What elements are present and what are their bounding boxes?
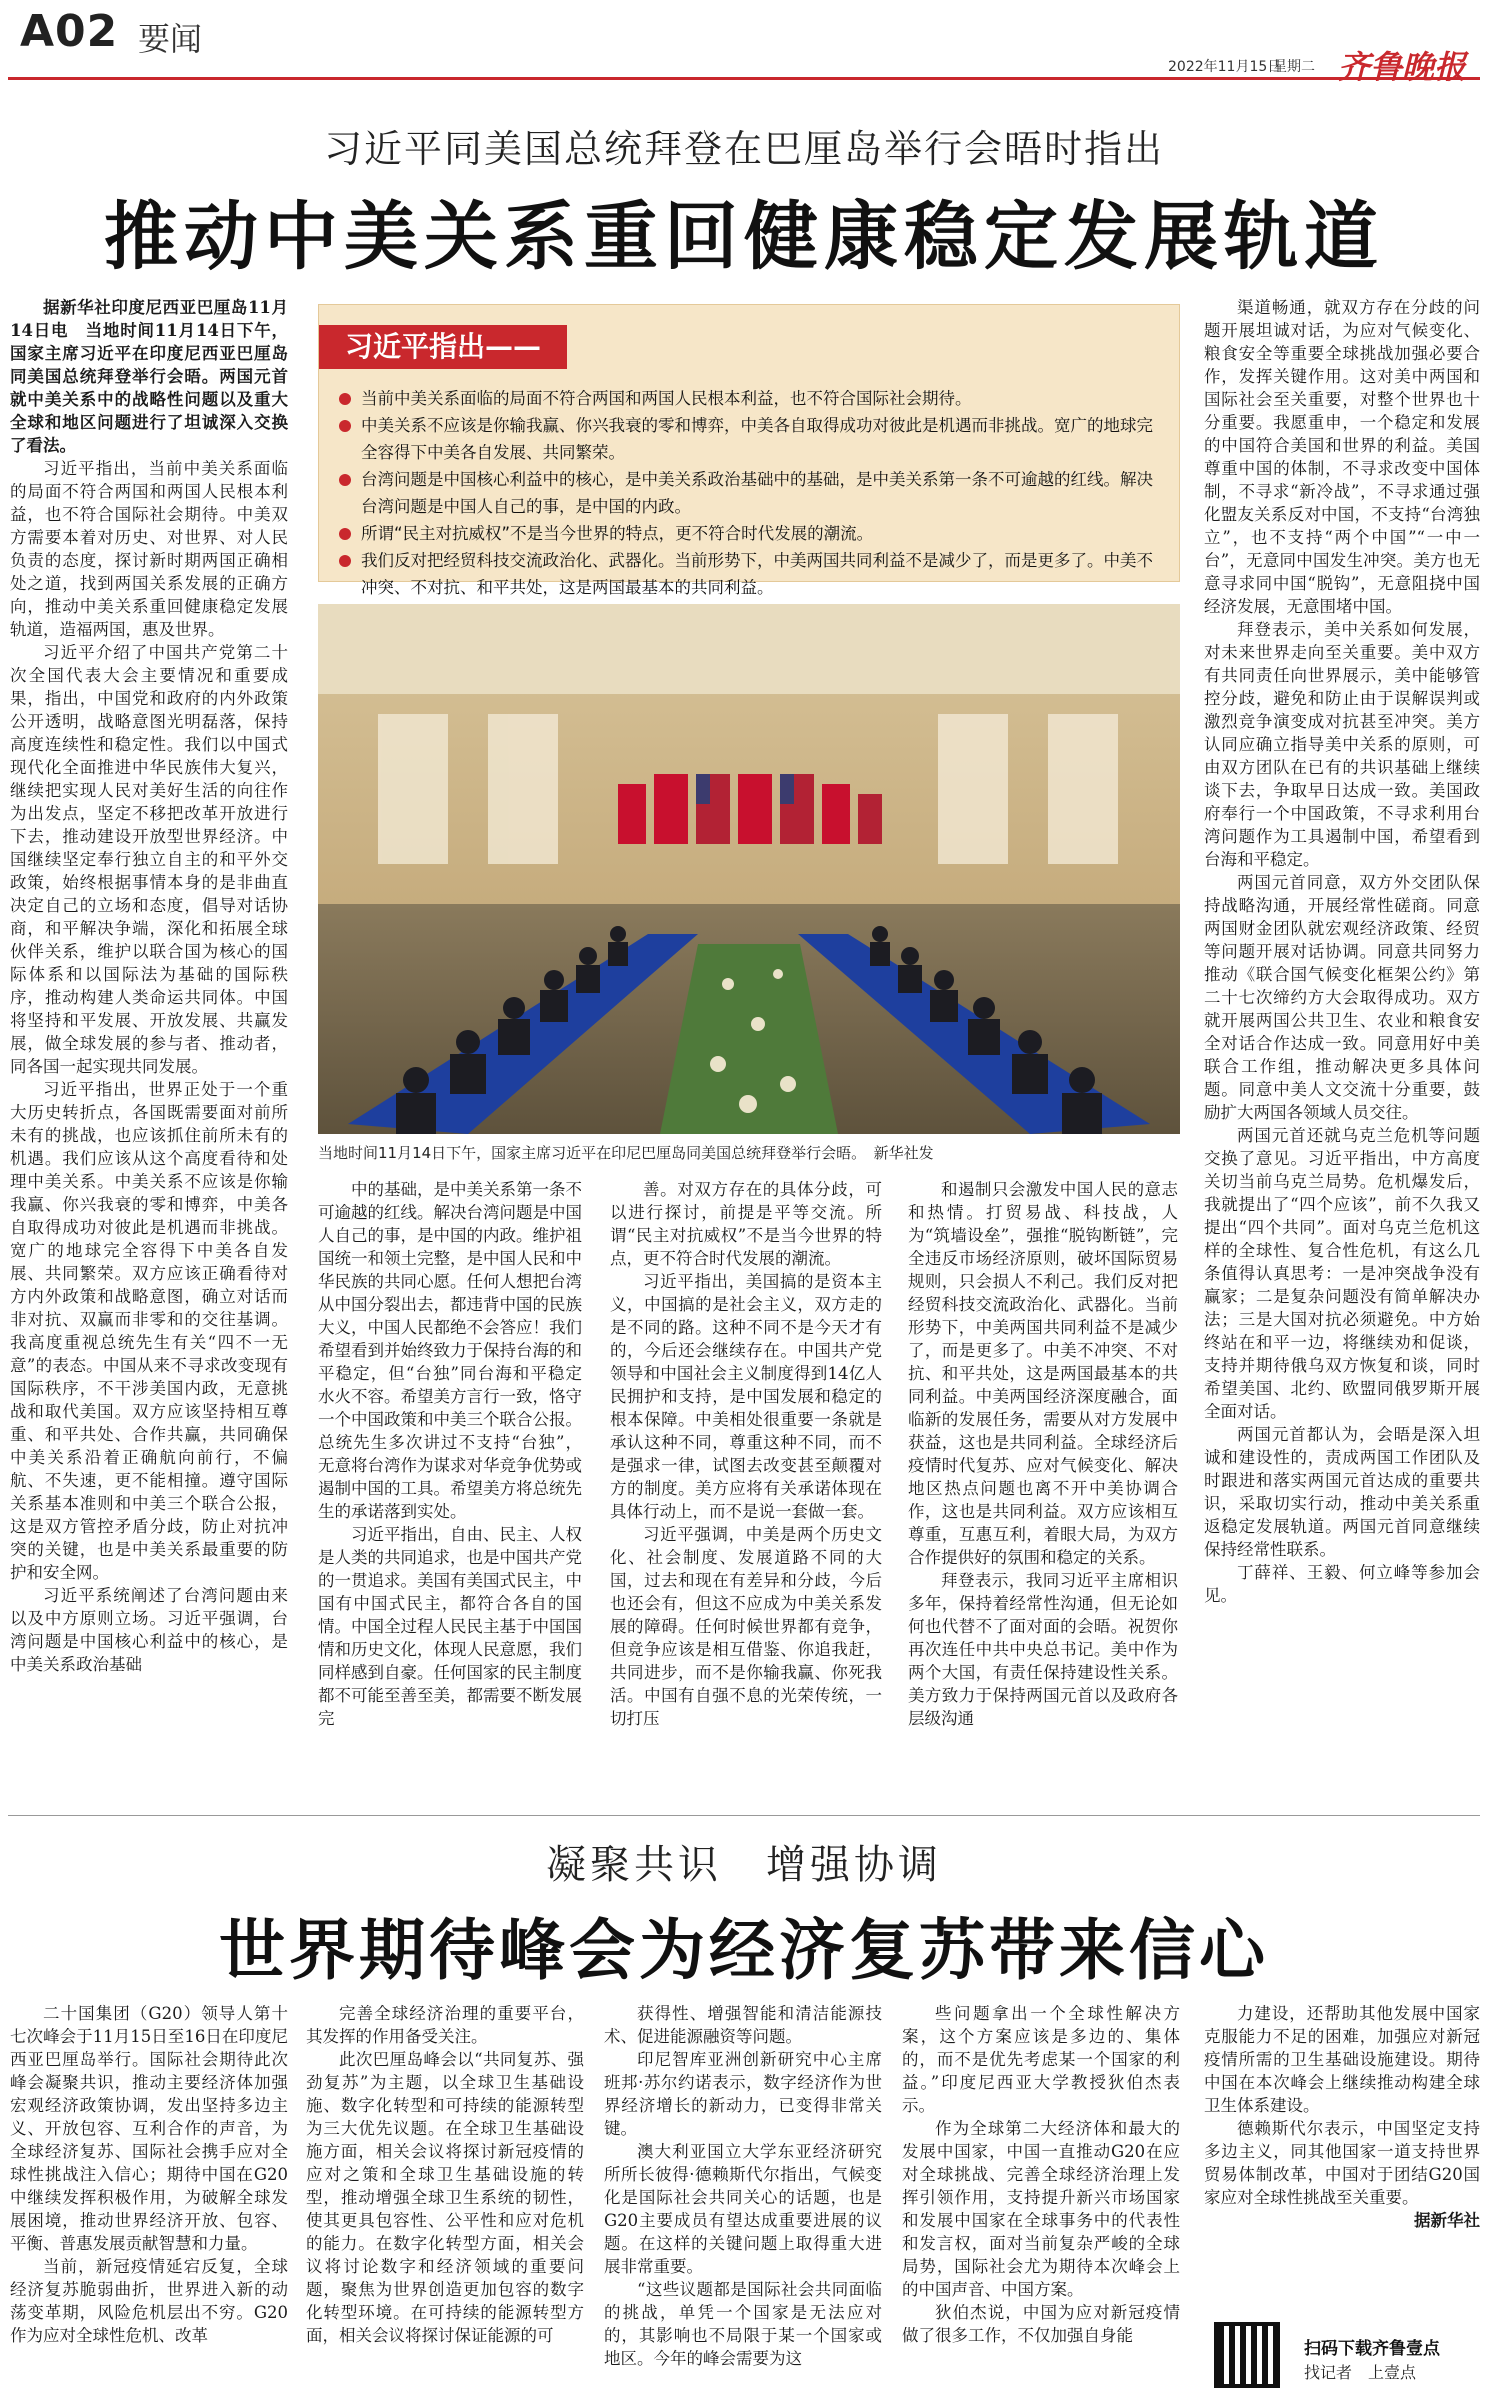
article2-col1 [10,2002,288,2392]
article1-paragraph: 习近平指出，美国搞的是资本主义，中国搞的是社会主义，双方走的是不同的路。这种不同不是今天才有的，今后还会继续存在。中国共产党领导和中国社会主义制度得到14亿人民拥护和支持，是中国发展和稳定的根本保障。中美相处很重要一条就是承认这种不同，尊重这种不同，而不是强求一律，试图去改变甚至颠覆对方的制度。美方应将有关承诺体现在具体行动上，而不是说一套做一套。 [610,1272,882,1521]
article2-col2 [306,2002,584,2392]
article2-col3 [604,2002,882,2392]
article2-paragraph: 德赖斯代尔表示，中国坚定支持多边主义，同其他国家一道支持世界贸易体制改革，中国对于团结G20国家应对全球性挑战至关重要。 [1204,2119,1480,2207]
article1-paragraph: 善。对双方存在的具体分歧，可以进行探讨，前提是平等交流。所谓“民主对抗威权”不是当今世界的特点，更不符合时代发展的潮流。 [610,1180,882,1268]
article2-paragraph: 澳大利亚国立大学东亚经济研究所所长彼得·德赖斯代尔指出，气候变化是国际社会共同关心的话题，也是G20主要成员有望达成重要进展的议题。在这样的关键问题上取得重大进展非常重要。 [604,2142,882,2276]
bullet-icon [339,474,351,486]
article1-title: 推动中美关系重回健康稳定发展轨道 [104,194,1384,280]
masthead [8,0,1480,86]
quote-item: 我们反对把经贸科技交流政治化、武器化。当前形势下，中美两国共同利益不是减少了，而是更多了。中美不冲突、不对抗、和平共处，这是两国最基本的共同利益。 [339,547,1163,601]
meeting-room-illustration [318,604,1180,1134]
article2-source: 据新华社 [1414,2211,1480,2230]
article1-paragraph: 习近平系统阐述了台湾问题由来以及中方原则立场。习近平强调，台湾问题是中国核心利益中的核心，是中美关系政治基础 [10,1586,288,1674]
bullet-icon [339,393,351,405]
issue-date: 2022年11月15日 [1168,59,1282,75]
article2-paragraph: 二十国集团（G20）领导人第十七次峰会于11月15日至16日在印度尼西亚巴厘岛举行。国际社会期待此次峰会凝聚共识，推动主要经济体加强宏观经济政策协调，发出坚持多边主义、开放包容、互利合作的声音，为全球经济复苏、国际社会携手应对全球性挑战注入信心；期待中国在G20中继续发挥积极作用，为破解全球发展困境，推动世界经济开放、包容、平衡、普惠发展贡献智慧和力量。 [10,2004,288,2253]
article1-paragraph: 习近平指出，世界正处于一个重大历史转折点，各国既需要面对前所未有的挑战，也应该抓住前所未有的机遇。我们应该从这个高度看待和处理中美关系。中美关系不应该是你输我赢、你兴我衰的零和博弈，中美各自取得成功对彼此是机遇而非挑战。宽广的地球完全容得下中美各自发展、共同繁荣。双方应该正确看待对方内外政策和战略意图，确立对话而非对抗、双赢而非零和的交往基调。我高度重视总统先生有关“四不一无意”的表态。中国从来不寻求改变现有国际秩序，不干涉美国内政，无意挑战和取代美国。双方应该坚持相互尊重、和平共处、合作共赢，共同确保中美关系沿着正确航向前行，不偏航、不失速，更不能相撞。遵守国际关系基本准则和中美三个联合公报，这是双方管控矛盾分歧，防止对抗冲突的关键，也是中美关系最重要的防护和安全网。 [10,1080,288,1582]
quote-box-list [339,385,1163,601]
article2-paragraph: 作为全球第二大经济体和最大的发展中国家，中国一直推动G20在应对全球挑战、完善全球经济治理上发挥引领作用，支持提升新兴市场国家和发展中国家在全球事务中的代表性和发言权，面对当前复杂严峻的全球局势，国际社会尤为期待本次峰会上的中国声音、中国方案。 [902,2119,1180,2299]
article2-paragraph: 狄伯杰说，中国为应对新冠疫情做了很多工作，不仅加强自身能 [902,2303,1180,2345]
article1-paragraph: 习近平强调，中美是两个历史文化、社会制度、发展道路不同的大国，过去和现在有差异和分歧，今后也还会有，但这不应成为中美关系发展的障碍。任何时候世界都有竞争，但竞争应该是相互借鉴、你追我赶，共同进步，而不是你输我赢、你死我活。中国有自强不息的光荣传统，一切打压 [610,1525,882,1728]
bullet-icon [339,420,351,432]
article2-paragraph: 些问题拿出一个全球性解决方案，这个方案应该是多边的、集体的，而不是优先考虑某一个国家的利益。”印度尼西亚大学教授狄伯杰表示。 [902,2004,1180,2115]
article1-col4 [908,1178,1178,1798]
article2-paragraph: 当前，新冠疫情延宕反复，全球经济复苏脆弱曲折，世界进入新的动荡变革期，风险危机层出不穷。G20作为应对全球性危机、改革 [10,2257,288,2345]
article1-paragraph: 两国元首同意，双方外交团队保持战略沟通，开展经常性磋商。同意两国财金团队就宏观经济政策、经贸等问题开展对话协调。同意共同努力推动《联合国气候变化框架公约》第二十七次缔约方大会取得成功。双方就开展两国公共卫生、农业和粮食安全对话合作达成一致。同意用好中美联合工作组，推动解决更多具体问题。同意中美人文交流十分重要，鼓励扩大两国各领域人员交往。 [1204,873,1480,1122]
quote-item: 台湾问题是中国核心利益中的核心，是中美关系政治基础中的基础，是中美关系第一条不可逾越的红线。解决台湾问题是中国人自己的事，是中国的内政。 [339,466,1163,520]
article2-paragraph: 完善全球经济治理的重要平台，其发挥的作用备受关注。 [306,2004,584,2046]
article2-title: 世界期待峰会为经济复苏带来信心 [219,1911,1269,1989]
article2-paragraph: 获得性、增强智能和清洁能源技术、促进能源融资等问题。 [604,2004,882,2046]
qr-subtitle: 找记者 上壹点 [1304,2363,1417,2382]
article1-paragraph: 习近平指出，自由、民主、人权是人类的共同追求，也是中国共产党的一贯追求。美国有美国式民主，中国有中国式民主，都符合各自的国情。中国全过程人民民主基于中国国情和历史文化，体现人民意愿，我们同样感到自豪。任何国家的民主制度都不可能至善至美，都需要不断发展完 [318,1525,582,1728]
article1-paragraph: 中的基础，是中美关系第一条不可逾越的红线。解决台湾问题是中国人自己的事，是中国的内政。维护祖国统一和领土完整，是中国人民和中华民族的共同心愿。任何人想把台湾从中国分裂出去，都违背中国的民族大义，中国人民都绝不会答应！我们希望看到并始终致力于保持台海的和平稳定，但“台独”同台海和平稳定水火不容。希望美方言行一致，恪守一个中国政策和中美三个联合公报。总统先生多次讲过不支持“台独”，无意将台湾作为谋求对华竞争优势或遏制中国的工具。希望美方将总统先生的承诺落到实处。 [318,1180,582,1521]
article1-paragraph: 和遏制只会激发中国人民的意志和热情。打贸易战、科技战，人为“筑墙设垒”，强推“脱钩断链”，完全违反市场经济原则，破坏国际贸易规则，只会损人不利己。我们反对把经贸科技交流政治化、武器化。当前形势下，中美两国共同利益不是减少了，而是更多了。中美不冲突、不对抗、和平共处，这是两国最基本的共同利益。中美两国经济深度融合，面临新的发展任务，需要从对方发展中获益，这也是共同利益。全球经济后疫情时代复苏、应对气候变化、解决地区热点问题也离不开中美协调合作，这也是共同利益。双方应该相互尊重，互惠互利，着眼大局，为双方合作提供好的氛围和稳定的关系。 [908,1180,1178,1567]
section-divider [8,1815,1480,1816]
article1-paragraph: 习近平介绍了中国共产党第二十次全国代表大会主要情况和重要成果，指出，中国党和政府的内外政策公开透明，战略意图光明磊落，保持高度连续性和稳定性。我们以中国式现代化全面推进中华民族伟大复兴，继续把实现人民对美好生活的向往作为出发点，坚定不移把改革开放进行下去，推动建设开放型世界经济。中国继续坚定奉行独立自主的和平外交政策，始终根据事情本身的是非曲直决定自己的立场和态度，倡导对话协商，和平解决争端，深化和拓展全球伙伴关系，维护以联合国为核心的国际体系和以国际法为基础的国际秩序，推动构建人类命运共同体。中国将坚持和平发展、开放发展、共赢发展，做全球发展的参与者、推动者，同各国一起实现共同发展。 [10,643,288,1076]
article1-paragraph: 习近平指出，当前中美关系面临的局面不符合两国和两国人民根本利益，也不符合国际社会期待。中美双方需要本着对历史、对世界、对人民负责的态度，探讨新时期两国正确相处之道，找到两国关系发展的正确方向，推动中美关系重回健康稳定发展轨道，造福两国，惠及世界。 [10,459,288,639]
article1-paragraph: 渠道畅通，就双方存在分歧的问题开展坦诚对话，为应对气候变化、粮食安全等重要全球挑战加强必要合作，发挥关键作用。这对美中两国和国际社会至关重要，对整个世界也十分重要。我愿重申，一个稳定和发展的中国符合美国和世界的利益。美国尊重中国的体制，不寻求改变中国体制，不寻求“新冷战”，不寻求通过强化盟友关系反对中国，不支持“台湾独立”，也不支持“两个中国”“一中一台”，无意同中国发生冲突。美方也无意寻求同中国“脱钩”，无意阻挠中国经济发展，无意围堵中国。 [1204,298,1480,616]
article1-col3 [610,1178,882,1798]
meeting-photo [318,604,1180,1134]
article2-subtitle: 凝聚共识 增强协调 [546,1842,942,1888]
quote-box-tag: 习近平指出—— [319,325,567,369]
bullet-icon [339,555,351,567]
article1-col1 [10,296,288,1796]
article1-paragraph: 两国元首还就乌克兰危机等问题交换了意见。习近平指出，中方高度关切当前乌克兰局势。危机爆发后，我就提出了“四个应该”，前不久我又提出“四个共同”。面对乌克兰危机这样的全球性、复合性危机，有这么几条值得认真思考：一是冲突战争没有赢家；二是复杂问题没有简单解决办法；三是大国对抗必须避免。中方始终站在和平一边，将继续劝和促谈，支持并期待俄乌双方恢复和谈，同时希望美国、北约、欧盟同俄罗斯开展全面对话。 [1204,1126,1480,1421]
article1-col5 [1204,296,1480,1796]
article1-paragraph: 两国元首都认为，会晤是深入坦诚和建设性的，责成两国工作团队及时跟进和落实两国元首达成的重要共识，采取切实行动，推动中美关系重返稳定发展轨道。两国元首同意继续保持经常性联系。 [1204,1425,1480,1559]
article1-paragraph: 据新华社印度尼西亚巴厘岛11月14日电 当地时间11月14日下午，国家主席习近平在印度尼西亚巴厘岛同美国总统拜登举行会晤。两国元首就中美关系中的战略性问题以及重大全球和地区问题进行了坦诚深入交换了看法。 [10,298,288,455]
article1-paragraph: 拜登表示，美中关系如何发展，对未来世界走向至关重要。美中双方有共同责任向世界展示，美中能够管控分歧，避免和防止由于误解误判或激烈竞争演变成对抗甚至冲突。美方认同应确立指导美中关系的原则，可由双方团队在已有的共识基础上继续谈下去，争取早日达成一致。美国政府奉行一个中国政策，不寻求利用台湾问题作为工具遏制中国，希望看到台海和平稳定。 [1204,620,1480,869]
article2-col4 [902,2002,1180,2392]
article2-paragraph: 力建设，还帮助其他发展中国家克服能力不足的困难，加强应对新冠疫情所需的卫生基础设施建设。期待中国在本次峰会上继续推动构建全球卫生体系建设。 [1204,2004,1480,2115]
section-name: 要闻 [138,20,203,58]
page-number: A02 [20,6,119,57]
qr-title: 扫码下载齐鲁壹点 [1304,2339,1440,2359]
article2-col5 [1204,2002,1480,2332]
quote-item: 所谓“民主对抗威权”不是当今世界的特点，更不符合时代发展的潮流。 [339,520,1163,547]
newspaper-logo: 齐鲁晚报 [1338,48,1467,86]
article1-paragraph: 拜登表示，我同习近平主席相识多年，保持着经常性沟通，但无论如何也代替不了面对面的会晤。祝贺你再次连任中共中央总书记。美中作为两个大国，有责任保持建设性关系。美方致力于保持两国元首以及政府各层级沟通 [908,1571,1178,1728]
article2-paragraph: “这些议题都是国际社会共同面临的挑战，单凭一个国家是无法应对的，其影响也不局限于某一个国家或地区。今年的峰会需要为这 [604,2280,882,2368]
article1-paragraph: 丁薛祥、王毅、何立峰等参加会见。 [1204,1563,1480,1605]
quote-item: 当前中美关系面临的局面不符合两国和两国人民根本利益，也不符合国际社会期待。 [339,385,1163,412]
article1-subtitle: 习近平同美国总统拜登在巴厘岛举行会晤时指出 [323,127,1164,171]
article2-paragraph: 此次巴厘岛峰会以“共同复苏、强劲复苏”为主题，以全球卫生基础设施、数字化转型和可持续的能源转型为三大优先议题。在全球卫生基础设施方面，相关会议将探讨新冠疫情的应对之策和全球卫生基础设施的转型，推动增强全球卫生系统的韧性，使其更具包容性、公平性和应对危机的能力。在数字化转型方面，相关会议将讨论数字和经济领域的重要问题，聚焦为世界创造更加包容的数字化转型环境。在可持续的能源转型方面，相关会议将探讨保证能源的可 [306,2050,584,2345]
article1-col2 [318,1178,582,1798]
issue-weekday: 星期二 [1273,59,1315,75]
article2-paragraph: 印尼智库亚洲创新研究中心主席班邦·苏尔约诺表示，数字经济作为世界经济增长的新动力，已变得非常关键。 [604,2050,882,2138]
photo-caption: 当地时间11月14日下午，国家主席习近平在印尼巴厘岛同美国总统拜登举行会晤。 新华社发 [318,1144,934,1162]
quote-box [318,304,1180,597]
quote-item: 中美关系不应该是你输我赢、你兴我衰的零和博弈，中美各自取得成功对彼此是机遇而非挑战。宽广的地球完全容得下中美各自发展、共同繁荣。 [339,412,1163,466]
bullet-icon [339,528,351,540]
qr-code-icon[interactable] [1214,2322,1280,2388]
